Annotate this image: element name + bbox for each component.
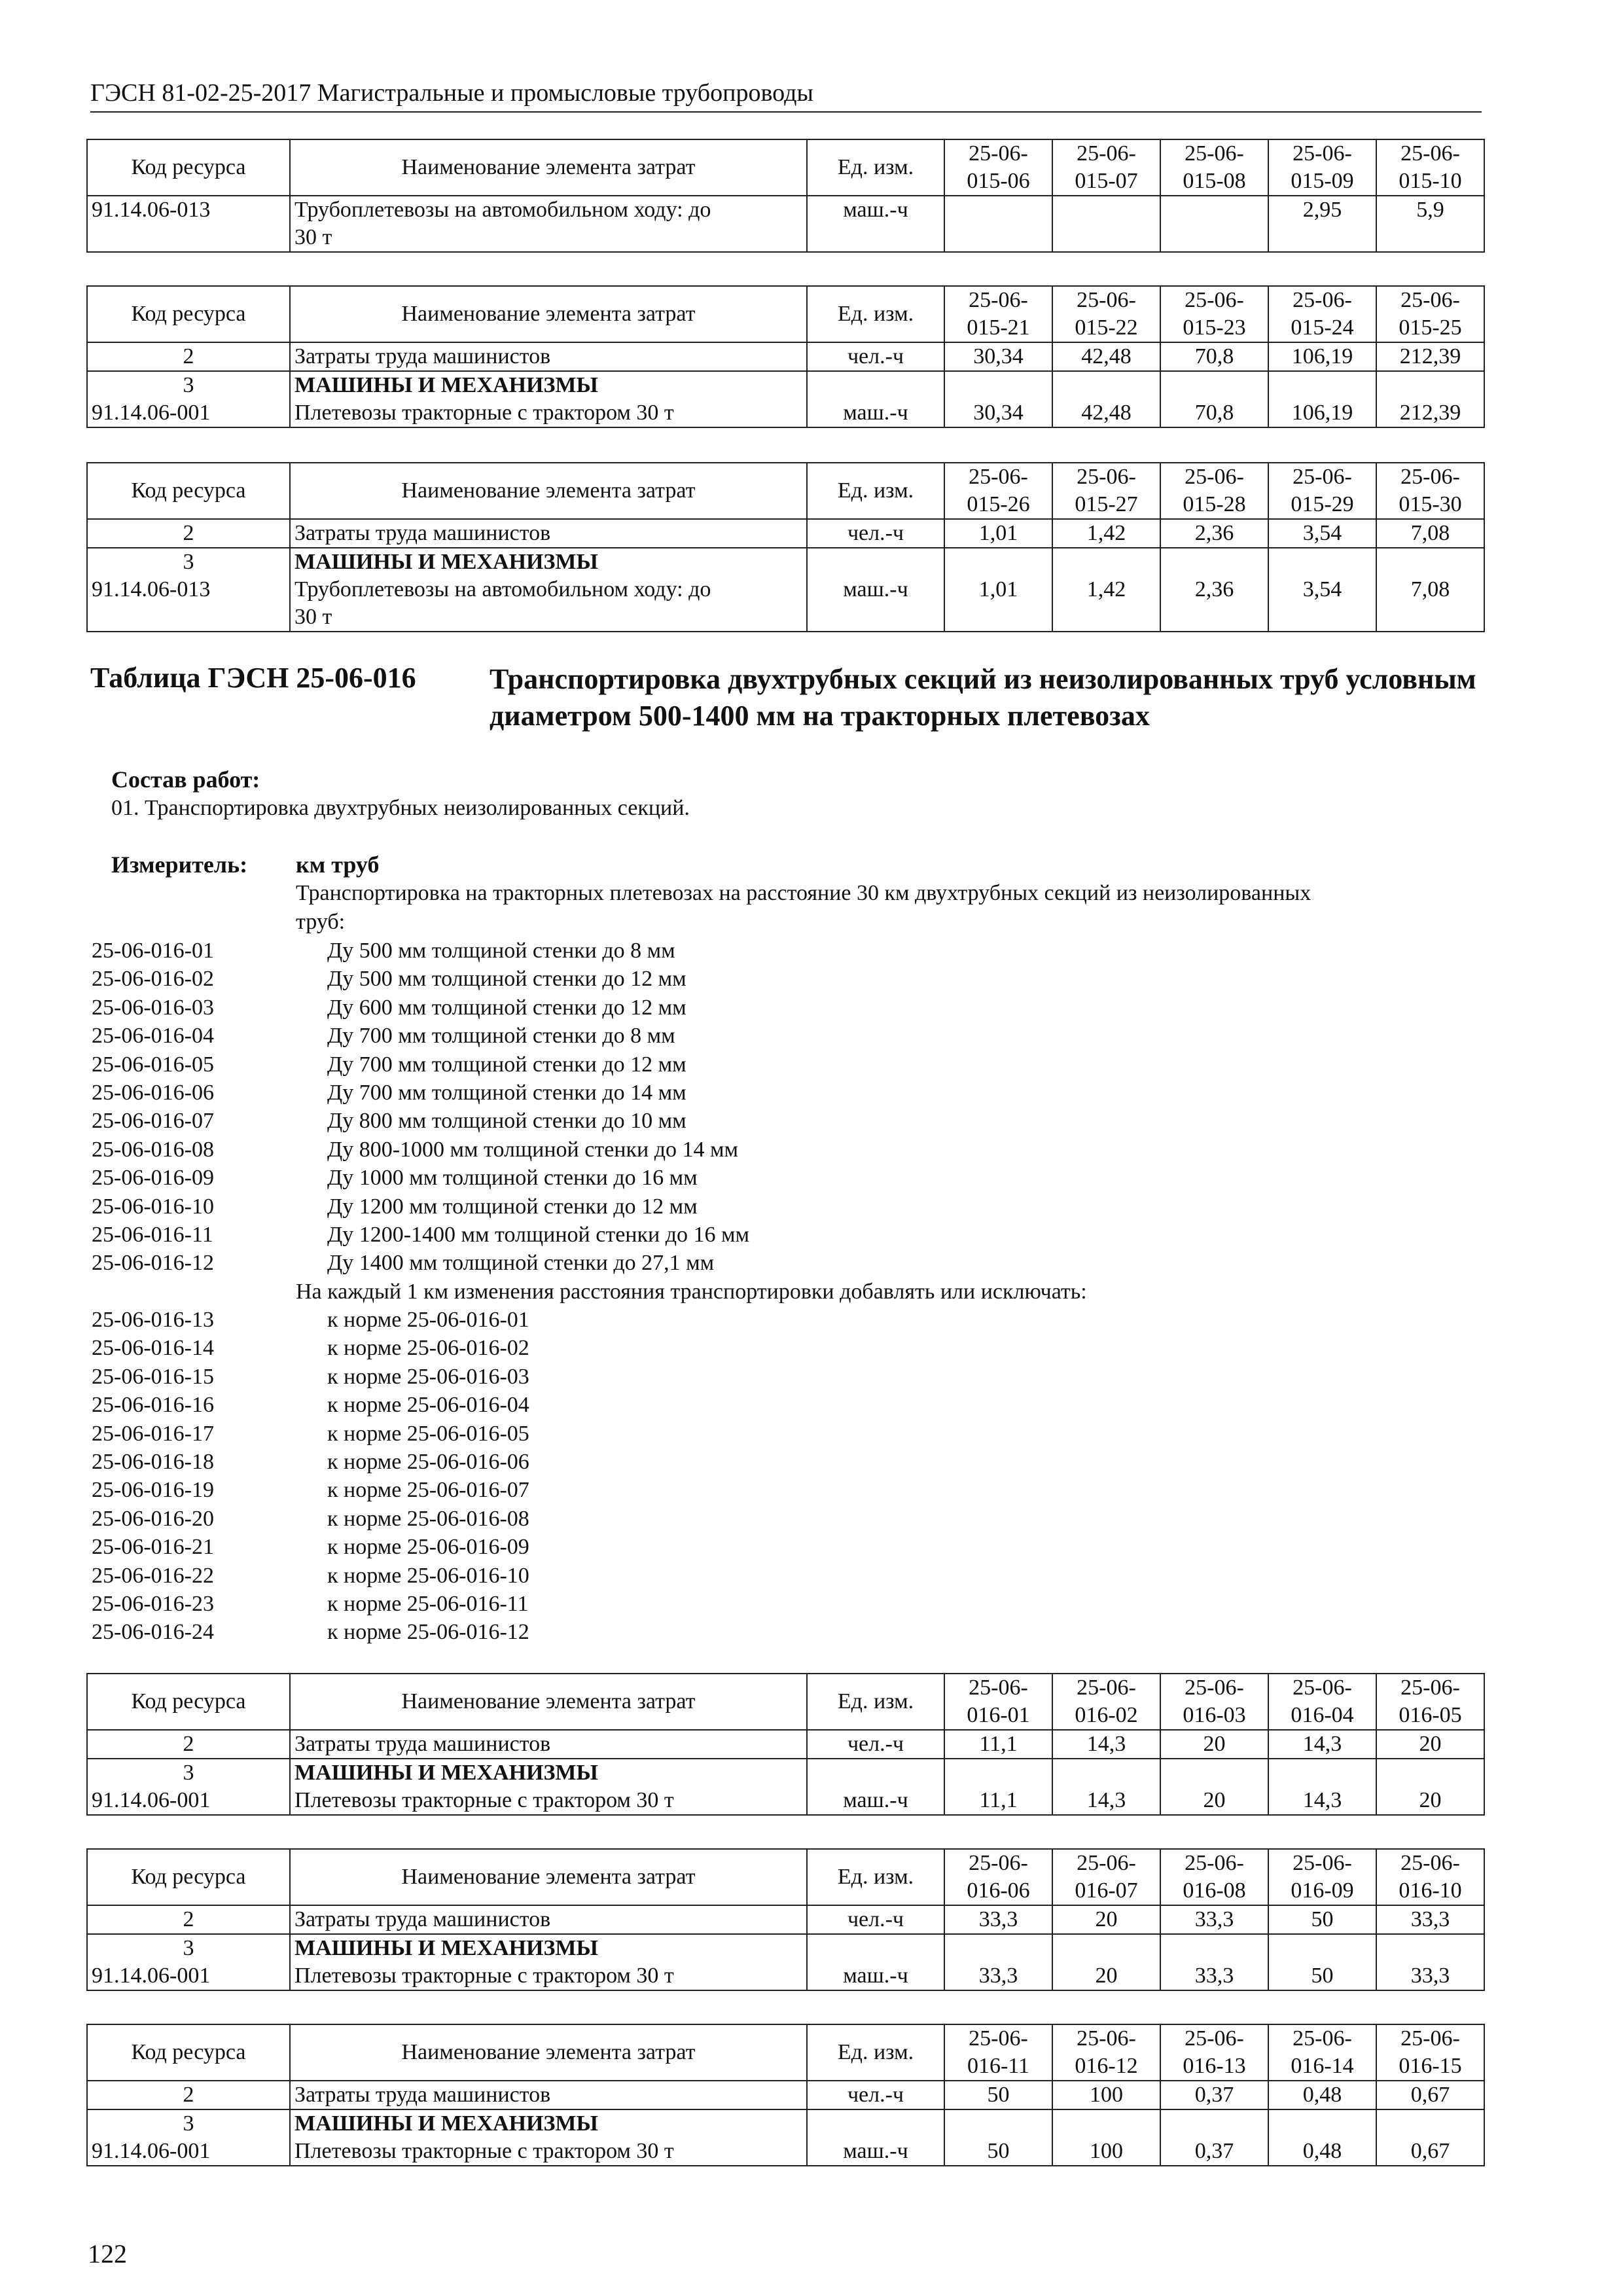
table-header-row [87, 139, 1484, 196]
resource-name: МАШИНЫ И МЕХАНИЗМЫ Плетевозы тракторные с трактором 30 т [290, 1759, 807, 1815]
value-cell: 2,95 [1268, 196, 1376, 252]
resource-name: МАШИНЫ И МЕХАНИЗМЫ Плетевозы тракторные с трактором 30 т [290, 2109, 807, 2166]
col-name-header: Наименование элемента затрат [290, 139, 807, 196]
value-cell: 0,67 [1376, 2109, 1484, 2166]
resource-name: Трубоплетевозы на автомобильном ходу: до 30 т [290, 196, 807, 252]
value-cell: 14,3 [1052, 1759, 1160, 1815]
resource-unit: маш.-ч [807, 2109, 944, 2166]
resource-name: Затраты труда машинистов [290, 519, 807, 548]
table-row-labor [87, 1730, 1484, 1759]
col-unit-header: Ед. изм. [807, 139, 944, 196]
value-cell: 1,42 [1052, 519, 1160, 548]
value-cell: 1,01 [944, 548, 1052, 632]
col-name-header: Наименование элемента затрат [290, 1674, 807, 1730]
value-cell: 33,3 [944, 1905, 1052, 1934]
resource-code: 2 [87, 519, 290, 548]
col-code-header: Код ресурса [87, 2024, 290, 2081]
norm-col-header: 25-06- 016-07 [1052, 1849, 1160, 1905]
value-cell [1160, 196, 1268, 252]
table-header-row [87, 2024, 1484, 2081]
col-name-header: Наименование элемента затрат [290, 2024, 807, 2081]
norm-col-header: 25-06- 016-05 [1376, 1674, 1484, 1730]
value-cell: 14,3 [1268, 1730, 1376, 1759]
value-cell: 33,3 [1160, 1905, 1268, 1934]
value-cell: 2,36 [1160, 519, 1268, 548]
norm-col-header: 25-06- 015-27 [1052, 463, 1160, 519]
meter-intro-line: труб: [296, 909, 346, 934]
meter-intro-line: Транспортировка на тракторных плетевозах на расстояние 30 км двухтрубных секций из неизолированных [296, 881, 1311, 906]
cost-table-016-11-15 [86, 2024, 1485, 2166]
norm-col-header: 25-06- 016-09 [1268, 1849, 1376, 1905]
col-name-header: Наименование элемента затрат [290, 463, 807, 519]
resource-code: 2 [87, 342, 290, 371]
value-cell: 42,48 [1052, 342, 1160, 371]
document-page: ГЭСН 81-02-25-2017 Магистральные и промысловые трубопроводы Код ресурса Наименование элемента затрат Ед. изм. 25-06- 015-06 25-06- 015-07 25-06- 015-08 25-06- 015-09 25-06- 015-10 91.14.06-013 Трубоплетевозы на автомобильном ходу: до 30 т маш.-ч 2,95 5,9 Код ресурса Наименование элемента затрат Ед. изм. 25-06- 015-21 25-06- 015-22 25-06- 015-23 25-06- 015-24 25-06- 015-25 2 Затраты труда машинистов чел.-ч 30,34 42,48 70,8 106,19 212,39 3 91.14.06-001 МАШИНЫ И МЕХАНИЗМЫ Плетевозы тракторные с трактором 30 т маш.-ч 30,34 42,48 70,8 106,19 212,39 Код ресурса Наименование элемента затрат Ед. изм. 25-06- 015-26 25-06- 015-27 25-06- 015-28 25-06- 015-29 25-06- 015-30 2 Затраты труда машинистов чел.-ч 1,01 1,42 2,36 3,54 7,08 3 91.14.06-013 МАШИНЫ И МЕХАНИЗМЫ Трубоплетевозы на автомобильном ходу: до 30 т маш.-ч 1,01 1,42 2,36 3,54 7,08 Таблица ГЭСН 25-06-016 Транспортировка двухтрубных секций из неизолированных труб условным диаметром 500-1400 мм на тракторных плетевозах Состав работ: 01. Транспортировка двухтрубных неизолированных секций. Измеритель: км труб Транспортировка на тракторных плетевозах на расстояние 30 км двухтрубных секций из неизолированных труб: 25-06-016-01 Ду 500 мм толщиной стенки до 8 мм 25-06-016-02 Ду 500 мм толщиной стенки до 12 мм 25-06-016-03 Ду 600 мм толщиной стенки до 12 мм 25-06-016-04 Ду 700 мм толщиной стенки до 8 мм 25-06-016-05 Ду 700 мм толщиной стенки до 12 мм 25-06-016-06 Ду 700 мм толщиной стенки до 14 мм 25-06-016-07 Ду 800 мм толщиной стенки до 10 мм 25-06-016-08 Ду 800-1000 мм толщиной стенки до 14 мм 25-06-016-09 Ду 1000 мм толщиной стенки до 16 мм 25-06-016-10 Ду 1200 мм толщиной стенки до 12 мм 25-06-016-11 Ду 1200-1400 мм толщиной стенки до 16 мм 25-06-016-12 Ду 1400 мм толщиной стенки до 27,1 мм На каждый 1 км изменения расстояния транспортировки добавлять или исключать: 25-06-016-13 к норме 25-06-016-01 25-06-016-14 к норме 25-06-016-02 25-06-016-15 к норме 25-06-016-03 25-06-016-16 к норме 25-06-016-04 25-06-016-17 к норме 25-06-016-05 25-06-016-18 к норме 25-06-016-06 25-06-016-19 к норме 25-06-016-07 25-06-016-20 к норме 25-06-016-08 25-06-016-21 к норме 25-06-016-09 25-06-016-22 к норме 25-06-016-10 25-06-016-23 к норме 25-06-016-11 25-06-016-24 к норме 25-06-016-12 Код ресурса Наименование элемента затрат Ед. изм. 25-06- 016-01 25-06- 016-02 25-06- 016-03 25-06- 016-04 25-06- 016-05 2 Затраты труда машинистов чел.-ч 11,1 14,3 20 14,3 20 3 91.14.06-001 МАШИНЫ И МЕХАНИЗМЫ Плетевозы тракторные с трактором 30 т маш.-ч 11,1 14,3 20 14,3 20 Код ресурса Наименование элемента затрат Ед. изм. 25-06- 016-06 25-06- 016-07 25-06- 016-08 25-06- 016-09 25-06- 016-10 2 Затраты труда машинистов чел.-ч 33,3 20 33,3 50 33,3 3 91.14.06-001 МАШИНЫ И МЕХАНИЗМЫ Плетевозы тракторные с трактором 30 т маш.-ч 33,3 20 33,3 50 33,3 Код ресурса Наименование элемента затрат Ед. изм. 25-06- 016-11 25-06- 016-12 25-06- 016-13 25-06- 016-14 25-06- 016-15 2 Затраты труда машинистов чел.-ч 50 100 0,37 0,48 0,67 3 91.14.06-001 МАШИНЫ И МЕХАНИЗМЫ Плетевозы тракторные с трактором 30 т маш.-ч 50 100 0,37 0,48 0,67 122 [0, 0, 1623, 2296]
value-cell: 0,37 [1160, 2081, 1268, 2109]
value-cell: 106,19 [1268, 371, 1376, 427]
value-cell: 3,54 [1268, 548, 1376, 632]
table-row-labor [87, 1905, 1484, 1934]
cost-table-016-01-05 [86, 1673, 1485, 1816]
value-cell: 33,3 [1376, 1905, 1484, 1934]
value-cell: 70,8 [1160, 342, 1268, 371]
norm-col-header: 25-06- 015-21 [944, 286, 1052, 342]
resource-unit: маш.-ч [807, 1934, 944, 1990]
resource-name: Затраты труда машинистов [290, 1730, 807, 1759]
norm-col-header: 25-06- 016-11 [944, 2024, 1052, 2081]
norm-col-header: 25-06- 016-13 [1160, 2024, 1268, 2081]
cost-table-015-26-30 [86, 462, 1485, 632]
value-cell: 50 [1268, 1905, 1376, 1934]
table-row-machines [87, 1934, 1484, 1990]
resource-unit: маш.-ч [807, 548, 944, 632]
composition-label: Состав работ: [111, 766, 260, 793]
norm-col-header: 25-06- 015-09 [1268, 139, 1376, 196]
resource-unit: маш.-ч [807, 1759, 944, 1815]
value-cell: 212,39 [1376, 371, 1484, 427]
norm-col-header: 25-06- 016-06 [944, 1849, 1052, 1905]
table-number: Таблица ГЭСН 25-06-016 [90, 662, 416, 694]
col-code-header: Код ресурса [87, 139, 290, 196]
norm-col-header: 25-06- 015-28 [1160, 463, 1268, 519]
resource-code: 3 91.14.06-013 [87, 548, 290, 632]
meter-label: Измеритель: [111, 852, 248, 878]
norm-col-header: 25-06- 015-24 [1268, 286, 1376, 342]
resource-unit: маш.-ч [807, 196, 944, 252]
composition-section [111, 766, 690, 823]
value-cell: 33,3 [1376, 1934, 1484, 1990]
table-row-machines [87, 548, 1484, 632]
table-header-row [87, 1674, 1484, 1730]
resource-name: МАШИНЫ И МЕХАНИЗМЫ Плетевозы тракторные с трактором 30 т [290, 1934, 807, 1990]
value-cell: 20 [1052, 1905, 1160, 1934]
norm-col-header: 25-06- 015-30 [1376, 463, 1484, 519]
value-cell: 1,01 [944, 519, 1052, 548]
value-cell: 14,3 [1052, 1730, 1160, 1759]
value-cell: 50 [1268, 1934, 1376, 1990]
meter-section [296, 851, 1480, 936]
value-cell: 7,08 [1376, 548, 1484, 632]
col-unit-header: Ед. изм. [807, 286, 944, 342]
page-header: ГЭСН 81-02-25-2017 Магистральные и промысловые трубопроводы [90, 79, 1482, 113]
norm-col-header: 25-06- 016-04 [1268, 1674, 1376, 1730]
col-unit-header: Ед. изм. [807, 1849, 944, 1905]
norm-col-header: 25-06- 015-26 [944, 463, 1052, 519]
norm-col-header: 25-06- 015-10 [1376, 139, 1484, 196]
resource-code: 3 91.14.06-001 [87, 1934, 290, 1990]
value-cell: 7,08 [1376, 519, 1484, 548]
norm-col-header: 25-06- 015-06 [944, 139, 1052, 196]
col-unit-header: Ед. изм. [807, 1674, 944, 1730]
value-cell: 100 [1052, 2081, 1160, 2109]
col-name-header: Наименование элемента затрат [290, 1849, 807, 1905]
composition-item: 01. Транспортировка двухтрубных неизолированных секций. [111, 796, 690, 821]
value-cell: 20 [1376, 1730, 1484, 1759]
col-code-header: Код ресурса [87, 1849, 290, 1905]
value-cell: 20 [1052, 1934, 1160, 1990]
resource-code: 3 91.14.06-001 [87, 1759, 290, 1815]
value-cell: 3,54 [1268, 519, 1376, 548]
value-cell: 0,48 [1268, 2081, 1376, 2109]
resource-unit: чел.-ч [807, 2081, 944, 2109]
resource-name: Затраты труда машинистов [290, 1905, 807, 1934]
resource-code: 3 91.14.06-001 [87, 2109, 290, 2166]
table-header-row [87, 463, 1484, 519]
value-cell: 20 [1160, 1759, 1268, 1815]
norm-col-header: 25-06- 016-03 [1160, 1674, 1268, 1730]
value-cell: 42,48 [1052, 371, 1160, 427]
table-row-machines [87, 2109, 1484, 2166]
col-name-header: Наименование элемента затрат [290, 286, 807, 342]
value-cell: 0,37 [1160, 2109, 1268, 2166]
col-unit-header: Ед. изм. [807, 2024, 944, 2081]
value-cell: 100 [1052, 2109, 1160, 2166]
norm-col-header: 25-06- 016-15 [1376, 2024, 1484, 2081]
value-cell: 50 [944, 2081, 1052, 2109]
resource-name: МАШИНЫ И МЕХАНИЗМЫ Плетевозы тракторные с трактором 30 т [290, 371, 807, 427]
table-header-row [87, 1849, 1484, 1905]
norm-col-header: 25-06- 016-14 [1268, 2024, 1376, 2081]
table-row-machines [87, 1759, 1484, 1815]
table-row-labor [87, 519, 1484, 548]
norm-col-header: 25-06- 016-02 [1052, 1674, 1160, 1730]
meter-unit: км труб [296, 852, 380, 878]
value-cell: 30,34 [944, 342, 1052, 371]
resource-code: 3 91.14.06-001 [87, 371, 290, 427]
value-cell: 30,34 [944, 371, 1052, 427]
value-cell: 1,42 [1052, 548, 1160, 632]
resource-code: 2 [87, 2081, 290, 2109]
norm-col-header: 25-06- 016-10 [1376, 1849, 1484, 1905]
table-row-labor [87, 342, 1484, 371]
value-cell: 106,19 [1268, 342, 1376, 371]
norm-col-header: 25-06- 015-08 [1160, 139, 1268, 196]
value-cell: 33,3 [944, 1934, 1052, 1990]
col-code-header: Код ресурса [87, 463, 290, 519]
page-number: 122 [88, 2239, 127, 2269]
value-cell: 212,39 [1376, 342, 1484, 371]
table-header-row [87, 286, 1484, 342]
value-cell: 70,8 [1160, 371, 1268, 427]
value-cell [1052, 196, 1160, 252]
norm-col-header: 25-06- 015-25 [1376, 286, 1484, 342]
table-name: Транспортировка двухтрубных секций из неизолированных труб условным диаметром 500-1400 мм на тракторных плетевозах [490, 663, 1476, 732]
value-cell: 5,9 [1376, 196, 1484, 252]
value-cell: 11,1 [944, 1759, 1052, 1815]
resource-name: МАШИНЫ И МЕХАНИЗМЫ Трубоплетевозы на автомобильном ходу: до 30 т [290, 548, 807, 632]
resource-unit: чел.-ч [807, 519, 944, 548]
norm-col-header: 25-06- 016-08 [1160, 1849, 1268, 1905]
value-cell [944, 196, 1052, 252]
value-cell: 14,3 [1268, 1759, 1376, 1815]
norm-col-header: 25-06- 015-07 [1052, 139, 1160, 196]
cost-table-016-06-10 [86, 1848, 1485, 1991]
value-cell: 2,36 [1160, 548, 1268, 632]
norm-col-header: 25-06- 016-01 [944, 1674, 1052, 1730]
cost-table-015-21-25 [86, 285, 1485, 428]
resource-name: Затраты труда машинистов [290, 2081, 807, 2109]
table-row-labor [87, 2081, 1484, 2109]
resource-code: 91.14.06-013 [87, 196, 290, 252]
value-cell: 20 [1160, 1730, 1268, 1759]
resource-code: 2 [87, 1905, 290, 1934]
norm-col-header: 25-06- 015-29 [1268, 463, 1376, 519]
resource-unit: чел.-ч [807, 1730, 944, 1759]
col-unit-header: Ед. изм. [807, 463, 944, 519]
table-row-machines [87, 371, 1484, 427]
value-cell: 0,67 [1376, 2081, 1484, 2109]
resource-unit: чел.-ч [807, 1905, 944, 1934]
value-cell: 11,1 [944, 1730, 1052, 1759]
resource-code: 2 [87, 1730, 290, 1759]
col-code-header: Код ресурса [87, 1674, 290, 1730]
table-row [87, 196, 1484, 252]
resource-unit: чел.-ч [807, 342, 944, 371]
value-cell: 33,3 [1160, 1934, 1268, 1990]
cost-table-015-06-10 [86, 139, 1485, 253]
norm-col-header: 25-06- 015-22 [1052, 286, 1160, 342]
resource-unit: маш.-ч [807, 371, 944, 427]
norm-col-header: 25-06- 016-12 [1052, 2024, 1160, 2081]
resource-name: Затраты труда машинистов [290, 342, 807, 371]
col-code-header: Код ресурса [87, 286, 290, 342]
value-cell: 0,48 [1268, 2109, 1376, 2166]
value-cell: 50 [944, 2109, 1052, 2166]
norm-col-header: 25-06- 015-23 [1160, 286, 1268, 342]
value-cell: 20 [1376, 1759, 1484, 1815]
